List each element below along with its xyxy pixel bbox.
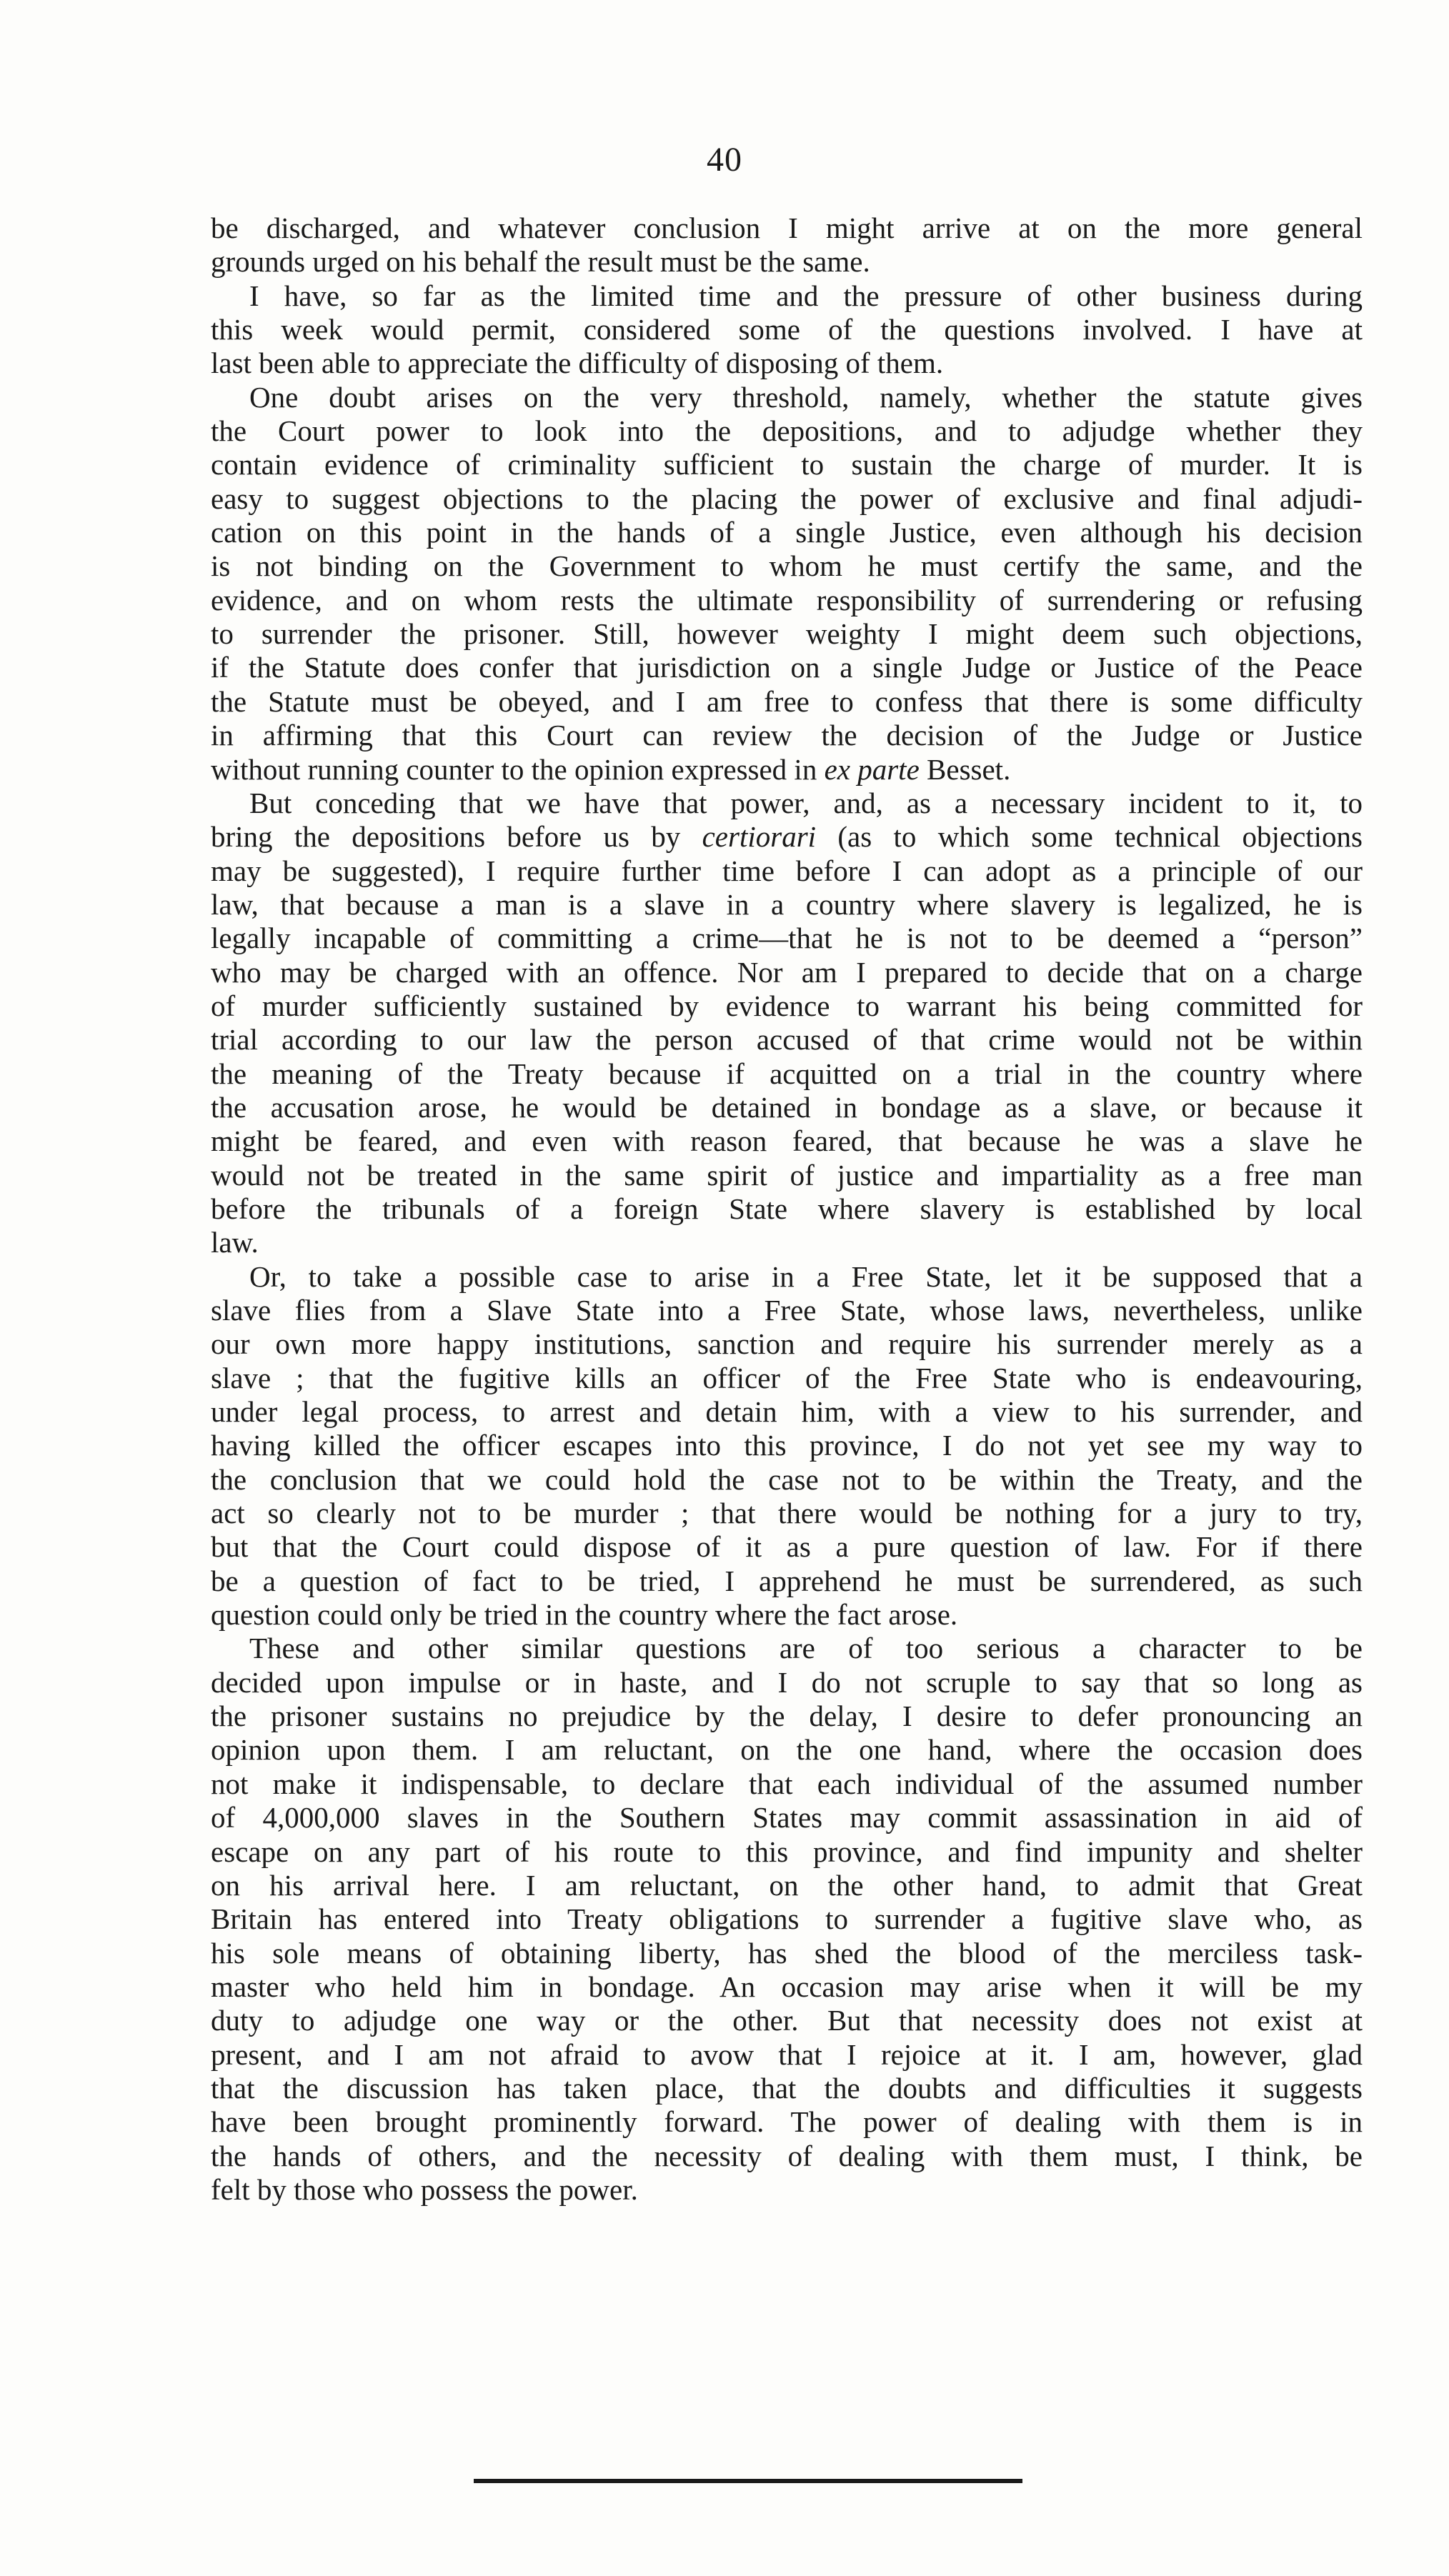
text-line: duty to adjudge one way or the other. But that necessity does not exist at (211, 2004, 1363, 2037)
text-line: under legal process, to arrest and detain him, with a view to his surrender, and (211, 1395, 1363, 1429)
text-line: legally incapable of committing a crime—that he is not to be deemed a “person” (211, 922, 1363, 955)
text-line: slave flies from a Slave State into a Free State, whose laws, nevertheless, unlike (211, 1294, 1363, 1327)
text-line: Britain has entered into Treaty obligations to surrender a fugitive slave who, as (211, 1902, 1363, 1936)
text-line: felt by those who possess the power. (211, 2172, 638, 2206)
text-line: the conclusion that we could hold the case not to be within the Treaty, and the (211, 1462, 1363, 1496)
text-line: present, and I am not afraid to avow that I rejoice at it. I am, however, glad (211, 2037, 1363, 2071)
text-line: last been able to appreciate the difficulty of disposing of them. (211, 346, 944, 380)
text-line: the meaning of the Treaty because if acquitted on a trial in the country where (211, 1057, 1363, 1090)
text-line: the Court power to look into the depositions, and to adjudge whether they (211, 414, 1363, 448)
text-line: who may be charged with an offence. Nor am I prepared to decide that on a charge (211, 955, 1363, 989)
text-line: cation on this point in the hands of a single Justice, even although his decision (211, 516, 1363, 549)
text-line: of 4,000,000 slaves in the Southern States may commit assassination in aid of (211, 1801, 1363, 1834)
text-line: These and other similar questions are of too serious a character to be (249, 1632, 1363, 1665)
text-line: the hands of others, and the necessity of dealing with them must, I think, be (211, 2139, 1363, 2172)
text-line: to surrender the prisoner. Still, however weighty I might deem such objections, (211, 617, 1363, 651)
text-line: contain evidence of criminality sufficient to sustain the charge of murder. It is (211, 448, 1363, 481)
text-line: in affirming that this Court can review the decision of the Judge or Justice (211, 719, 1363, 752)
text-line: without running counter to the opinion expressed in ex parte Besset. (211, 752, 1011, 786)
italic-term: certiorari (702, 820, 817, 854)
text-line: One doubt arises on the very threshold, namely, whether the statute gives (249, 380, 1363, 414)
text-line: our own more happy institutions, sanction and require his surrender merely as a (211, 1327, 1363, 1361)
text-line: on his arrival here. I am reluctant, on the other hand, to admit that Great (211, 1868, 1363, 1902)
text-line: trial according to our law the person accused of that crime would not be within (211, 1023, 1363, 1057)
text-line: the Statute must be obeyed, and I am free to confess that there is some difficulty (211, 684, 1363, 718)
text-line: have been brought prominently forward. The power of dealing with them is in (211, 2105, 1363, 2139)
text-line: is not binding on the Government to whom he must certify the same, and the (211, 549, 1363, 583)
text-line: decided upon impulse or in haste, and I do not scruple to say that so long as (211, 1665, 1363, 1699)
text-line: having killed the officer escapes into this province, I do not yet see my way to (211, 1429, 1363, 1462)
text-line: but that the Court could dispose of it as a pure question of law. For if there (211, 1530, 1363, 1564)
text-line: be discharged, and whatever conclusion I might arrive at on the more general (211, 211, 1363, 244)
text-line: opinion upon them. I am reluctant, on the one hand, where the occasion does (211, 1733, 1363, 1767)
text-line: might be feared, and even with reason feared, that because he was a slave he (211, 1124, 1363, 1158)
text-line: evidence, and on whom rests the ultimate responsibility of surrendering or refusing (211, 583, 1363, 616)
text-line: may be suggested), I require further time before I can adopt as a principle of our (211, 854, 1363, 887)
text-line: not make it indispensable, to declare that each individual of the assumed number (211, 1767, 1363, 1800)
text-line: slave ; that the fugitive kills an officer of the Free State who is endeavouring, (211, 1361, 1363, 1394)
text-line: would not be treated in the same spirit of justice and impartiality as a free man (211, 1158, 1363, 1192)
closing-rule (474, 2479, 1022, 2483)
text-line: escape on any part of his route to this province, and find impunity and shelter (211, 1834, 1363, 1868)
text-line: master who held him in bondage. An occasion may arise when it will be my (211, 1970, 1363, 2003)
text-line: easy to suggest objections to the placing the power of exclusive and final adjudi- (211, 481, 1363, 515)
text-line: grounds urged on his behalf the result must be the same. (211, 245, 870, 279)
text-line: act so clearly not to be murder ; that there would be nothing for a jury to try, (211, 1497, 1363, 1530)
text-line: But conceding that we have that power, and, as a necessary incident to it, to (249, 786, 1363, 819)
text-line: his sole means of obtaining liberty, has shed the blood of the merciless task- (211, 1936, 1363, 1970)
text-line: this week would permit, considered some of the questions involved. I have at (211, 313, 1363, 346)
body-text (211, 211, 1363, 2207)
text-line: if the Statute does confer that jurisdiction on a single Judge or Justice of the Peace (211, 651, 1363, 684)
text-line: the prisoner sustains no prejudice by the delay, I desire to defer pronouncing an (211, 1699, 1363, 1733)
text-line: law. (211, 1226, 259, 1259)
italic-term: ex parte (824, 752, 920, 786)
text-line: law, that because a man is a slave in a country where slavery is legalized, he is (211, 887, 1363, 921)
text-line: be a question of fact to be tried, I apprehend he must be surrendered, as such (211, 1564, 1363, 1597)
text-line: before the tribunals of a foreign State where slavery is established by local (211, 1192, 1363, 1225)
text-line: question could only be tried in the country where the fact arose. (211, 1598, 958, 1632)
text-line: bring the depositions before us by certiorari (as to which some technical objections (211, 820, 1363, 854)
text-line: of murder sufficiently sustained by evidence to warrant his being committed for (211, 989, 1363, 1022)
text-line: I have, so far as the limited time and the pressure of other business during (249, 279, 1363, 312)
text-line: Or, to take a possible case to arise in a Free State, let it be supposed that a (249, 1259, 1363, 1293)
text-line: that the discussion has taken place, that the doubts and difficulties it suggests (211, 2071, 1363, 2105)
page-number: 40 (707, 141, 742, 179)
text-line: the accusation arose, he would be detained in bondage as a slave, or because it (211, 1090, 1363, 1124)
